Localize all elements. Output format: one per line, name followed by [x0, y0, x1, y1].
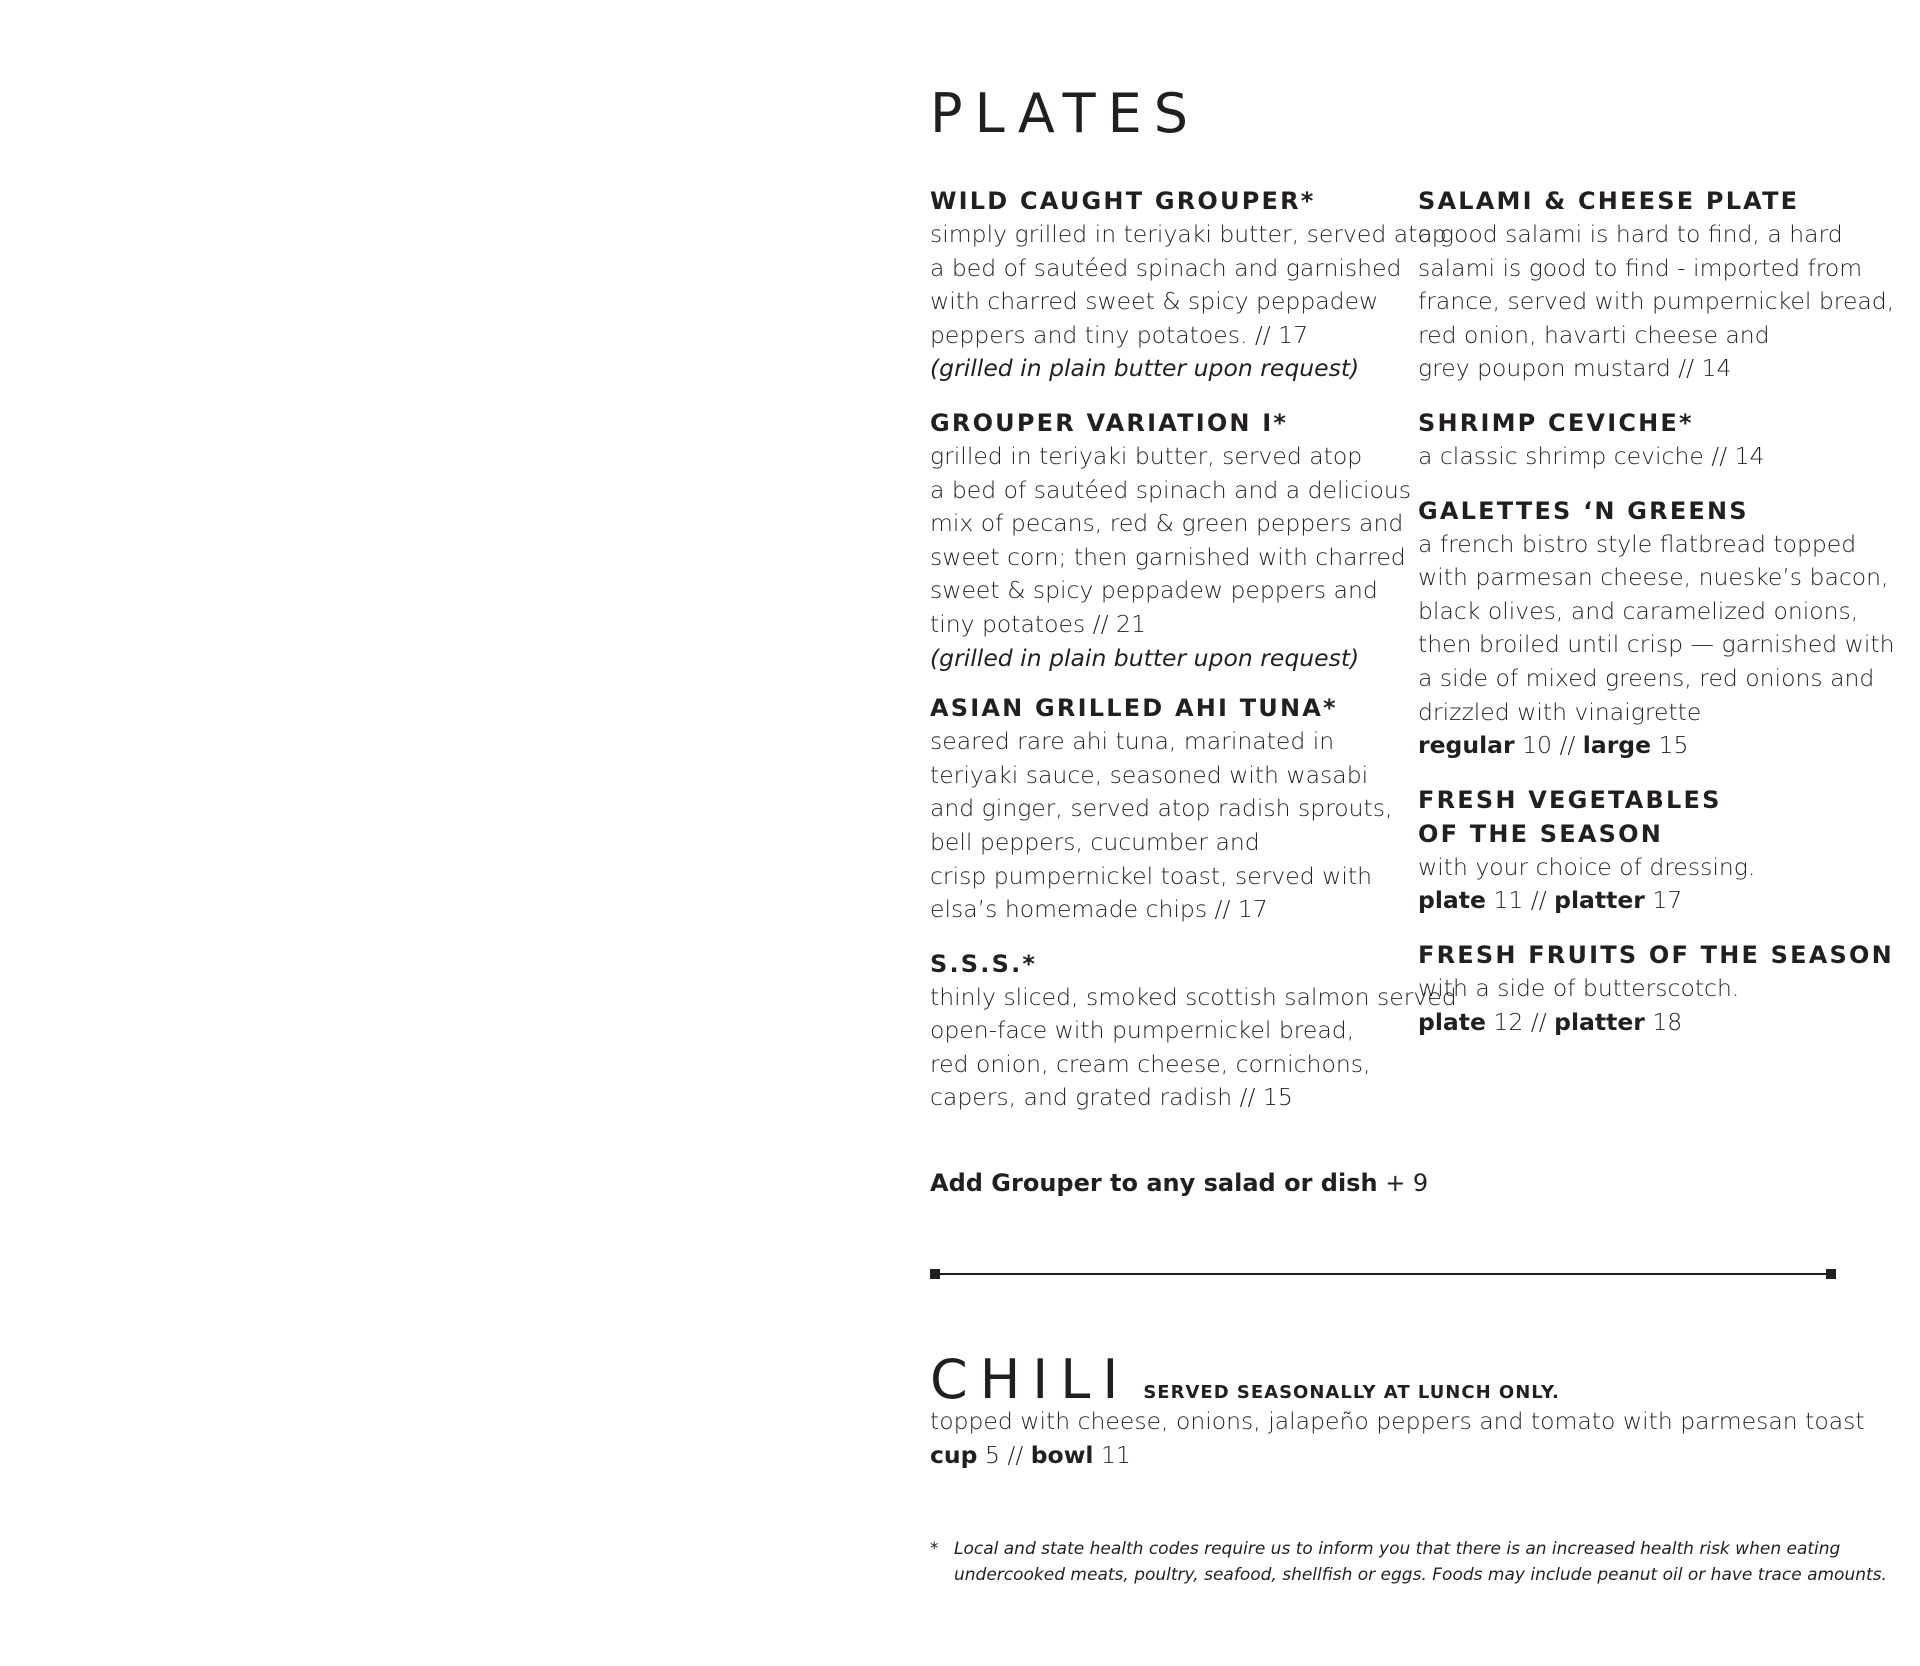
item-note: (grilled in plain butter upon request) — [930, 354, 1360, 383]
item-name: S.S.S.* — [930, 949, 1038, 978]
footnote-line: Local and state health codes require us to inform you that there is an increased health risk when eating — [954, 1539, 1841, 1559]
menu-item-fresh-fruits — [1418, 938, 1894, 1039]
menu-item-fresh-vegetables — [1418, 783, 1878, 918]
add-grouper-price: + 9 — [1385, 1169, 1429, 1197]
price-label: plate — [1418, 1007, 1486, 1036]
price-label: platter — [1554, 886, 1645, 915]
item-name: OF THE SEASON — [1418, 819, 1663, 848]
price-value: 17 — [1652, 886, 1683, 915]
item-price — [1418, 729, 1878, 763]
chili-price — [930, 1439, 1131, 1473]
item-description-line: a good salami is hard to find, a hard — [1418, 220, 1843, 248]
price-label: cup — [930, 1441, 978, 1469]
item-description-line: seared rare ahi tuna, marinated in — [930, 727, 1335, 756]
item-description-line: drizzled with vinaigrette — [1418, 697, 1702, 726]
item-name: SHRIMP CEVICHE* — [1418, 408, 1694, 437]
price-separator: // — [1530, 886, 1547, 915]
item-description-line: a bed of sautéed spinach and garnished — [930, 253, 1402, 282]
price-value: 18 — [1652, 1007, 1683, 1036]
item-name: GALETTES ‘N GREENS — [1418, 496, 1749, 525]
item-description-line: grey poupon mustard // 14 — [1418, 354, 1732, 383]
item-description-line: with your choice of dressing. — [1418, 852, 1756, 881]
price-separator: // — [1530, 1007, 1547, 1036]
menu-item-shrimp-ceviche — [1418, 406, 1878, 474]
item-description-line: salami is good to find - imported from — [1418, 253, 1863, 282]
item-description-line: a classic shrimp ceviche // 14 — [1418, 441, 1765, 470]
menu-item-salami-cheese-plate — [1418, 184, 1895, 386]
item-description-line: a french bistro style flatbread topped — [1418, 529, 1857, 558]
price-label: platter — [1554, 1007, 1645, 1036]
section-divider — [930, 1269, 1836, 1279]
price-value: 11 — [1493, 886, 1524, 915]
chili-availability-note: SERVED SEASONALLY AT LUNCH ONLY. — [1143, 1382, 1560, 1403]
footnote-asterisk: * — [930, 1539, 939, 1559]
right-menu-column — [1418, 184, 1895, 1057]
menu-item-wild-caught-grouper — [930, 184, 1447, 386]
item-description-line: with parmesan cheese, nueske’s bacon, — [1418, 563, 1889, 592]
menu-item-asian-grilled-ahi-tuna — [930, 691, 1393, 927]
item-name: WILD CAUGHT GROUPER* — [930, 187, 1316, 215]
item-price — [1418, 884, 1878, 918]
chili-title: CHILI — [930, 1348, 1131, 1411]
item-description-line: a bed of sautéed spinach and a delicious — [930, 475, 1412, 504]
add-grouper-note — [930, 1166, 1428, 1200]
chili-description: topped with cheese, onions, jalapeño peppers and tomato with parmesan toast — [930, 1407, 1865, 1435]
item-description-line: france, served with pumpernickel bread, — [1418, 287, 1895, 316]
price-label: regular — [1418, 731, 1515, 760]
item-description-line: peppers and tiny potatoes. // 17 — [930, 320, 1309, 349]
price-value: 10 — [1522, 731, 1552, 760]
item-description-line: black olives, and caramelized onions, — [1418, 596, 1859, 625]
item-description-line: tiny potatoes // 21 — [930, 609, 1146, 638]
price-value: 12 — [1493, 1007, 1524, 1036]
price-label: bowl — [1030, 1441, 1094, 1469]
item-description-line: a side of mixed greens, red onions and — [1418, 663, 1875, 692]
item-name: SALAMI & CHEESE PLATE — [1418, 187, 1800, 215]
price-separator: // — [1007, 1441, 1024, 1469]
menu-item-galettes-n-greens — [1418, 494, 1895, 763]
item-description-line: mix of pecans, red & green peppers and — [930, 509, 1404, 538]
price-label: large — [1582, 731, 1652, 760]
item-description-line: sweet corn; then garnished with charred — [930, 542, 1406, 571]
add-grouper-label: Add Grouper to any salad or dish — [930, 1169, 1378, 1197]
item-name: GROUPER VARIATION I* — [930, 408, 1289, 437]
item-name: FRESH VEGETABLES — [1418, 785, 1722, 814]
price-separator: // — [1559, 731, 1576, 760]
item-description-line: capers, and grated radish // 15 — [930, 1083, 1293, 1112]
item-description-line: bell peppers, cucumber and — [930, 827, 1260, 856]
price-value: 5 — [984, 1441, 1000, 1469]
price-value: 15 — [1658, 731, 1689, 760]
item-description-line: then broiled until crisp — garnished with — [1418, 630, 1895, 659]
item-price — [1418, 1006, 1878, 1040]
item-name: FRESH FRUITS OF THE SEASON — [1418, 940, 1894, 969]
item-description-line: and ginger, served atop radish sprouts, — [930, 794, 1393, 823]
chili-heading — [930, 1348, 1560, 1412]
menu-item-grouper-variation — [930, 406, 1412, 675]
item-description-line: open-face with pumpernickel bread, — [930, 1016, 1355, 1045]
divider-cap-right — [1826, 1269, 1836, 1279]
divider-rule — [936, 1273, 1830, 1275]
item-name: ASIAN GRILLED AHI TUNA* — [930, 694, 1338, 723]
item-description-line: red onion, cream cheese, cornichons, — [930, 1049, 1371, 1078]
item-description-line: red onion, havarti cheese and — [1418, 320, 1770, 349]
health-code-footnote — [930, 1536, 1887, 1588]
item-description-line: sweet & spicy peppadew peppers and — [930, 576, 1378, 605]
footnote-line: undercooked meats, poultry, seafood, shellfish or eggs. Foods may include peanut oil or have trace amounts. — [954, 1565, 1887, 1585]
item-description-line: elsa’s homemade chips // 17 — [930, 895, 1268, 924]
item-description-line: grilled in teriyaki butter, served atop — [930, 441, 1363, 470]
item-description-line: thinly sliced, smoked scottish salmon served — [930, 982, 1457, 1011]
page-title: PLATES — [930, 82, 1201, 145]
item-description-line: teriyaki sauce, seasoned with wasabi — [930, 760, 1369, 789]
item-note: (grilled in plain butter upon request) — [930, 643, 1360, 672]
item-description-line: crisp pumpernickel toast, served with — [930, 861, 1373, 890]
item-description-line: with charred sweet & spicy peppadew — [930, 287, 1379, 316]
item-description-line: with a side of butterscotch. — [1418, 973, 1740, 1002]
price-value: 11 — [1100, 1441, 1131, 1469]
price-label: plate — [1418, 886, 1486, 915]
divider-cap-left — [930, 1269, 940, 1279]
item-description-line: simply grilled in teriyaki butter, served atop — [930, 220, 1447, 248]
